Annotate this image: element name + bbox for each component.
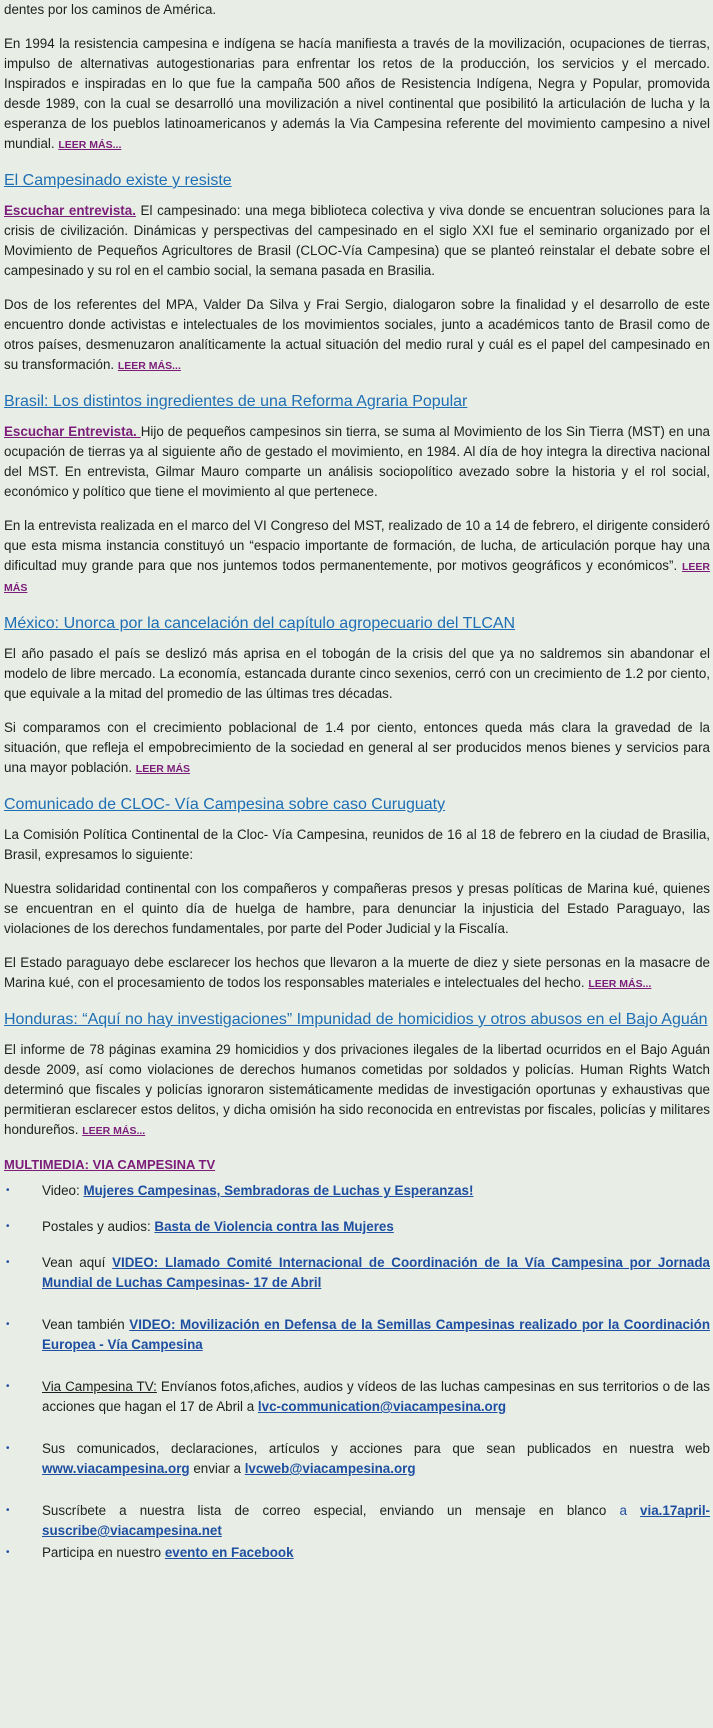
article-paragraph: En la entrevista realizada en el marco del VI Congreso del MST, realizado de 10 a 14 de febrero, el dirigente consideró que esta misma instancia constituyó un “espacio importante de formación, de lucha, de articulación porque hay una dificultad muy grande para que nos juntemos todos permanentemente, por motivos geográficos y económicos”. LEER MÁS: [4, 518, 710, 594]
bullet-icon: •: [6, 1381, 10, 1392]
article-title-campesinado[interactable]: El Campesinado existe y resiste: [4, 172, 232, 189]
list-item: • Participa en nuestro evento en Facebook: [4, 1543, 710, 1563]
website-link[interactable]: www.viacampesina.org: [42, 1461, 190, 1476]
listen-interview-link[interactable]: Escuchar Entrevista.: [4, 424, 141, 439]
article-paragraph: El informe de 78 páginas examina 29 homicidios y dos privaciones ilegales de la libertad ocurridos en el Bajo Aguán desde 2009, así como violaciones de derechos humanos cometidas por soldados y policías. Human Rights Watch determinó que fiscales y policías ignoraron sistemáticamente medidas de investigación oportunas y exhaustivas que permitieran esclarecer estos delitos, y dicha omisión ha sido reconocida en entrevistas por fiscales, policías y militares hondureños. LEER MÁS...: [4, 1042, 710, 1137]
read-more-link[interactable]: LEER MÁS: [4, 561, 710, 594]
article-title-brasil[interactable]: Brasil: Los distintos ingredientes de una Reforma Agraria Popular: [4, 393, 468, 410]
read-more-link[interactable]: LEER MÁS...: [117, 360, 181, 372]
multimedia-title: MULTIMEDIA: VIA CAMPESINA TV: [4, 1157, 216, 1172]
intro-paragraph: En 1994 la resistencia campesina e indígena se hacía manifiesta a través de la movilización, ocupaciones de tierras, impulso de alternativas autogestionarias para enfrentar los retos de la producción, los servicios y el mercado. Inspirados e inspiradas en lo que fue la campaña 500 años de Resistencia Indígena, Negra y Popular, promovida desde 1989, con la cual se desarrolló una movilización a nivel continental que posibilitó la articulación de lucha y la esperanza de los pueblos latinoamericanos y además la Via Campesina referente del movimiento campesino a nivel mundial. LEER MÁS...: [4, 36, 710, 151]
list-item: • Via Campesina TV: Envíanos fotos,afiches, audios y vídeos de las luchas campesinas en sus territorios o de las acciones que hagan el 17 de Abril a lvc-communication@viacampesina.org: [6, 1379, 710, 1414]
email-link[interactable]: lvc-communication@viacampesina.org: [257, 1399, 507, 1414]
article-paragraph: El año pasado el país se deslizó más aprisa en el tobogán de la crisis del que ya no saldremos sin abandonar el modelo de libre mercado. La economía, estancada durante cinco sexenios, cerró con un crecimiento de 1.2 por ciento, que equivale a la mitad del promedio de las últimas tres décadas.: [4, 646, 710, 701]
via-campesina-tv-label[interactable]: Via Campesina TV:: [42, 1379, 157, 1394]
bullet-icon: •: [6, 1257, 10, 1268]
article-paragraph: Nuestra solidaridad continental con los compañeros y compañeras presos y presas políticas de Marina kué, quienes se encuentran en el quinto día de huelga de hambre, para denunciar la injusticia del Estado Paraguayo, las violaciones de los derechos fundamentales, por parte del Poder Judicial y la Fiscalía.: [4, 881, 710, 936]
list-item: • Vean también VIDEO: Movilización en Defensa de la Semillas Campesinas realizado por la Coordinación Europea - Vía Campesina: [6, 1317, 710, 1352]
article-paragraph: Si comparamos con el crecimiento poblacional de 1.4 por ciento, entonces queda más clara la gravedad de la situación, que refleja el empobrecimiento de la sociedad en general al ser producidos menos bienes y servicios para una mayor población. LEER MÁS: [4, 720, 710, 775]
article-title-curuguaty[interactable]: Comunicado de CLOC- Vía Campesina sobre caso Curuguaty: [4, 796, 446, 813]
article-paragraph: El Estado paraguayo debe esclarecer los hechos que llevaron a la muerte de diez y siete personas en la masacre de Marina kué, con el procesamiento de todos los responsables materiales e intelectuales del hecho. LEER MÁS...: [4, 955, 710, 990]
bullet-icon: •: [6, 1547, 10, 1558]
list-item: • Postales y audios: Basta de Violencia contra las Mujeres: [4, 1217, 710, 1237]
article-paragraph: La Comisión Política Continental de la Cloc- Vía Campesina, reunidos de 16 al 18 de febrero en la ciudad de Brasilia, Brasil, expresamos lo siguiente:: [4, 827, 710, 862]
email-link[interactable]: via.17april-suscribe@viacampesina.net: [42, 1503, 711, 1538]
email-link[interactable]: lvcweb@viacampesina.org: [244, 1461, 416, 1476]
video-link[interactable]: Mujeres Campesinas, Sembradoras de Luchas y Esperanzas!: [83, 1183, 474, 1198]
read-more-link[interactable]: LEER MÁS...: [82, 1125, 146, 1137]
list-item: • Video: Mujeres Campesinas, Sembradoras de Luchas y Esperanzas!: [4, 1181, 710, 1201]
postcards-link[interactable]: Basta de Violencia contra las Mujeres: [154, 1219, 394, 1234]
article-title-honduras[interactable]: Honduras: “Aquí no hay investigaciones” Impunidad de homicidios y otros abusos en el Bajo Aguán: [4, 1011, 708, 1028]
article-paragraph: Escuchar Entrevista. Hijo de pequeños campesinos sin tierra, se suma al Movimiento de los Sin Tierra (MST) en una ocupación de tierras ya al siguiente año de gestado el movimiento, en 1984. Al día de hoy integra la directiva nacional del MST. En entrevista, Gilmar Mauro comparte un análisis sociopolítico avezado sobre la historia y el rol social, económico y político que tiene el movimiento al que pertenece.: [4, 424, 710, 499]
bullet-icon: •: [6, 1443, 10, 1454]
read-more-link[interactable]: LEER MÁS...: [58, 139, 122, 151]
listen-interview-link[interactable]: Escuchar entrevista.: [4, 203, 136, 218]
article-title-mexico[interactable]: México: Unorca por la cancelación del capítulo agropecuario del TLCAN: [4, 615, 516, 632]
video-link[interactable]: VIDEO: Movilización en Defensa de la Semillas Campesinas realizado por la Coordinación Europea - Vía Campesina: [42, 1317, 710, 1352]
bullet-icon: •: [6, 1221, 10, 1232]
bullet-icon: •: [6, 1505, 10, 1516]
list-item: • Sus comunicados, declaraciones, artículos y acciones para que sean publicados en nuestra web www.viacampesina.org enviar a lvcweb@viacampesina.org: [6, 1441, 710, 1476]
video-link[interactable]: VIDEO: Llamado Comité Internacional de Coordinación de la Vía Campesina por Jornada Mundial de Luchas Campesinas- 17 de Abril: [42, 1255, 710, 1290]
intro-tail: dentes por los caminos de América.: [4, 2, 217, 17]
facebook-event-link[interactable]: evento en Facebook: [164, 1545, 294, 1560]
list-item: • Suscríbete a nuestra lista de correo especial, enviando un mensaje en blanco a via.17april-suscribe@viacampesina.net: [6, 1503, 711, 1538]
read-more-link[interactable]: LEER MÁS...: [588, 978, 652, 990]
bullet-icon: •: [6, 1319, 10, 1330]
list-item: • Vean aquí VIDEO: Llamado Comité Internacional de Coordinación de la Vía Campesina por Jornada Mundial de Luchas Campesinas- 17 de Abril: [6, 1255, 710, 1290]
article-paragraph: Dos de los referentes del MPA, Valder Da Silva y Frai Sergio, dialogaron sobre la finalidad y el desarrollo de este encuentro donde activistas e intelectuales de los movimientos sociales, junto a académicos tanto de Brasil como de otros países, desmenuzaron analíticamente la actual situación del medio rural y cuál es el papel del campesinado en su transformación. LEER MÁS...: [4, 297, 710, 372]
article-paragraph: Escuchar entrevista. El campesinado: una mega biblioteca colectiva y viva donde se encuentran soluciones para la crisis de civilización. Dinámicas y perspectivas del campesinado en el siglo XXI fue el seminario organizado por el Movimiento de Pequeños Agricultores de Brasil (CLOC-Vía Campesina) que se planteó reinstalar el debate sobre el campesinado y su rol en el cambio social, la semana pasada en Brasilia.: [4, 203, 711, 278]
read-more-link[interactable]: LEER MÁS: [135, 763, 191, 775]
multimedia-list: [4, 1181, 710, 1563]
bullet-icon: •: [6, 1185, 10, 1196]
